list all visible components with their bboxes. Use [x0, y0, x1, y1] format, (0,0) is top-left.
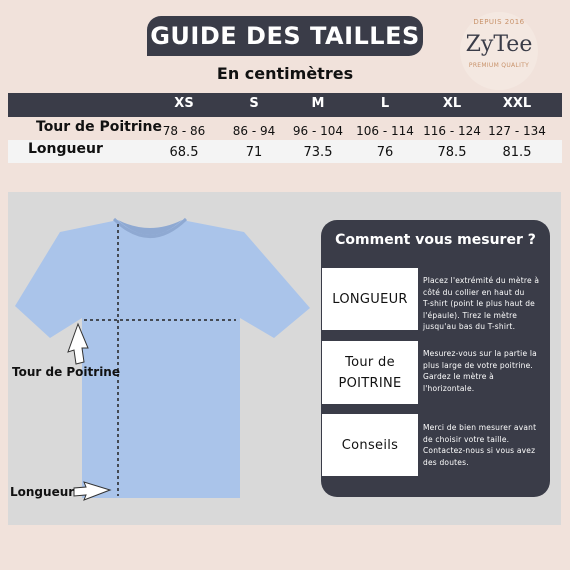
desc-line: Mesurez-vous sur la partie la	[423, 349, 537, 358]
guide-label-line: Conseils	[341, 437, 399, 453]
guide-label-line: LONGUEUR	[332, 291, 408, 307]
size-header-l: L	[380, 96, 390, 111]
table-cell: 76	[376, 145, 394, 160]
size-header-xs: XS	[174, 96, 194, 111]
size-header-xxl: XXL	[502, 96, 532, 111]
desc-line: plus large de votre poitrine.	[423, 360, 534, 370]
size-header-m: M	[311, 96, 325, 111]
desc-line: de choisir votre taille.	[423, 434, 510, 444]
desc-line: l'horizontale.	[423, 383, 475, 393]
desc-line: des doutes.	[423, 457, 469, 467]
guide-title: Comment vous mesurer ?	[335, 232, 536, 248]
tshirt-shape	[15, 220, 310, 498]
guide-item-length-desc	[423, 275, 547, 333]
table-cell: 73.5	[303, 145, 333, 160]
size-header-xl: XL	[442, 96, 462, 111]
unit-subtitle: En centimètres	[216, 64, 354, 83]
table-cell: 86 - 94	[232, 124, 276, 138]
desc-line: Contactez-nous si vous avez	[423, 446, 536, 455]
guide-label-line: Tour de	[345, 354, 395, 370]
size-header-s: S	[249, 96, 259, 111]
chest-label: Tour de Poitrine	[12, 365, 120, 379]
table-cell: 106 - 114	[356, 124, 414, 138]
guide-item-length-label	[322, 268, 418, 330]
logo-name: ZyTee	[465, 32, 533, 57]
page-title: GUIDE DES TAILLES	[147, 16, 423, 56]
guide-item-chest-desc	[423, 348, 547, 394]
table-cell: 78.5	[437, 145, 467, 160]
table-cell: 68.5	[169, 145, 199, 160]
desc-line: l'épaule). Tirez le mètre	[423, 310, 518, 320]
table-cell: 127 - 134	[488, 124, 546, 138]
guide-item-chest-label	[322, 341, 418, 404]
table-cell: 78 - 86	[162, 124, 206, 138]
guide-item-tips-label	[322, 414, 418, 476]
desc-line: Gardez le mètre à	[423, 372, 494, 381]
logo-year: DEPUIS 2016	[473, 18, 525, 26]
desc-line: jusqu'au bas du T-shirt.	[423, 322, 516, 331]
row-label-length: Longueur	[28, 141, 103, 157]
desc-line: T-shirt (point le plus haut de	[423, 299, 535, 308]
guide-item-tips-desc	[423, 422, 547, 468]
logo-tagline: PREMIUM QUALITY	[468, 62, 530, 69]
row-label-chest: Tour de Poitrine	[36, 119, 162, 135]
desc-line: côté du collier en haut du	[423, 287, 525, 297]
desc-line: Placez l'extrémité du mètre à	[423, 276, 540, 285]
length-label: Longueur	[10, 485, 75, 499]
guide-label-line: POITRINE	[338, 375, 402, 391]
table-cell: 81.5	[502, 145, 532, 160]
table-cell: 96 - 104	[292, 124, 344, 138]
desc-line: Merci de bien mesurer avant	[423, 423, 537, 432]
table-cell: 71	[245, 145, 263, 160]
table-cell: 116 - 124	[423, 124, 481, 138]
